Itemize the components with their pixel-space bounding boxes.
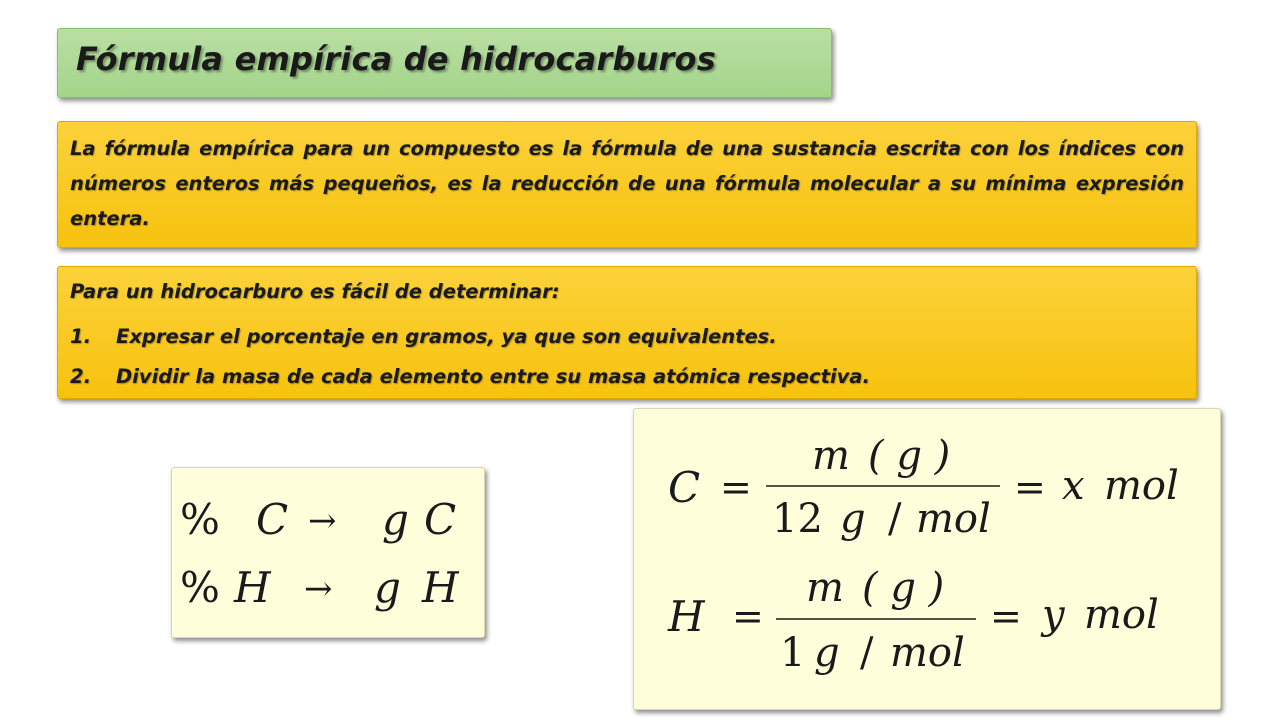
steps-box [57,266,1197,399]
equals-sign: = [1014,465,1046,509]
gram-unit: g [374,563,401,612]
equals-sign: = [732,594,764,638]
denominator-mol-unit: mol [916,496,991,542]
steps-content [70,277,1184,397]
step-text: Expresar el porcentaje en gramos, ya que son equivalentes. [116,325,777,348]
element-symbol: H [234,563,271,612]
denominator-gram-unit: g [840,496,866,542]
formula-lhs: H [668,592,705,641]
formula-lhs: C [668,463,701,512]
denominator-mol-unit: mol [890,630,965,676]
mole-formulas [634,409,1220,709]
title-banner [57,28,832,98]
element-symbol: C [424,495,457,544]
step-number: 2. [70,365,91,388]
percent-sign: % [180,563,220,612]
numerator-mass: m [806,565,844,611]
denominator-slash: / [860,630,874,676]
equals-sign: = [990,594,1022,638]
slide-title: Fórmula empírica de hidrocarburos [76,40,716,78]
result-mol-unit: mol [1084,592,1159,638]
element-symbol: H [422,563,459,612]
step-item [70,317,1184,357]
result-mol-unit: mol [1104,463,1179,509]
denominator-slash: / [888,496,902,542]
atomic-mass-value: 1 [780,630,806,676]
definition-text: La fórmula empírica para un compuesto es la fórmula de una sustancia escrita con los índices con números enteros más pequeños, es la reducción de una fórmula molecular a su mínima expresión entera. [70,137,1184,230]
percent-conversion-equations [172,468,484,637]
step-item [70,357,1184,397]
step-text: Dividir la masa de cada elemento entre su masa atómica respectiva. [116,365,870,388]
numerator-grams: ( g ) [868,433,951,479]
percent-sign: % [180,495,220,544]
result-variable: y [1042,592,1065,638]
atomic-mass-value: 12 [772,496,823,542]
steps-intro: Para un hidrocarburo es fácil de determinar: [70,280,560,303]
result-variable: x [1062,463,1085,509]
arrow-icon: → [304,569,333,609]
arrow-icon: → [308,501,337,541]
step-number: 1. [70,325,91,348]
definition-box [57,121,1197,248]
gram-unit: g [382,495,409,544]
denominator-gram-unit: g [814,630,840,676]
mole-formula-box [633,408,1221,710]
equals-sign: = [720,465,752,509]
numerator-mass: m [812,433,850,479]
percent-conversion-box [171,467,485,638]
numerator-grams: ( g ) [862,565,945,611]
element-symbol: C [256,495,289,544]
